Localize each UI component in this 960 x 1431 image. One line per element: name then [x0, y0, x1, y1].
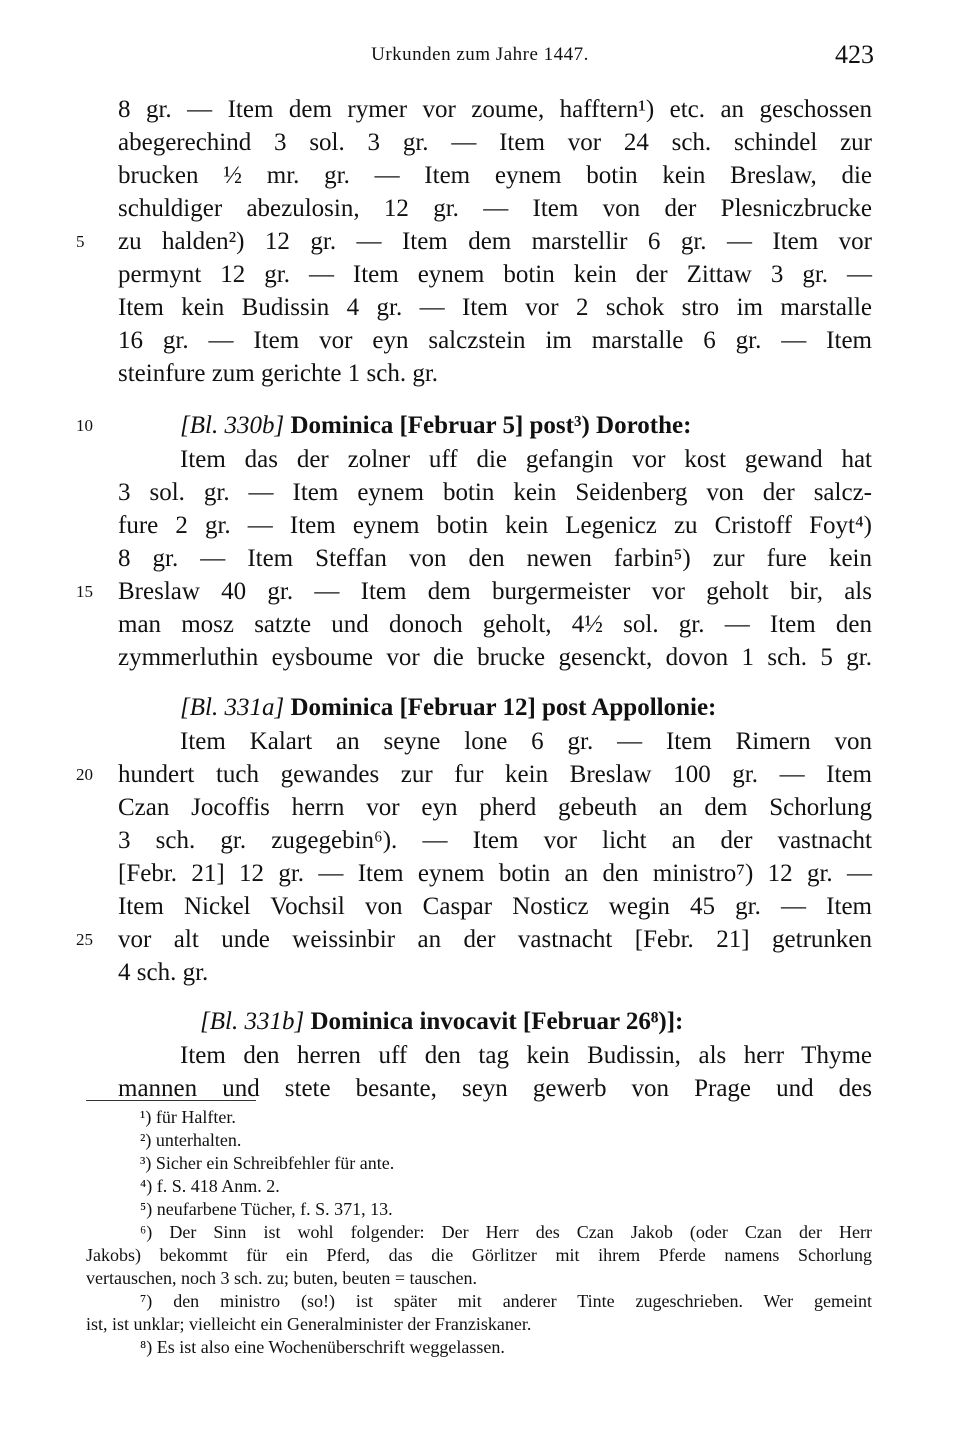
- footnote: ⁶) Der Sinn ist wohl folgender: Der Herr des Czan Jakob (oder Czan der Herr: [140, 1222, 872, 1242]
- folio-reference: [Bl. 331a]: [180, 694, 285, 721]
- footnote: ²) unterhalten.: [140, 1130, 242, 1150]
- text-line: abegerechind 3 sol. 3 gr. — Item vor 24 sch. schindel zur: [118, 129, 872, 156]
- text-line: permynt 12 gr. — Item eynem botin kein der Zittaw 3 gr. —: [118, 261, 872, 288]
- folio-reference: [Bl. 331b]: [200, 1008, 305, 1035]
- text-line: Item kein Budissin 4 gr. — Item vor 2 schok stro im marstalle: [118, 294, 872, 321]
- folio-reference: [Bl. 330b]: [180, 412, 285, 439]
- text-line: man mosz satzte und donoch geholt, 4½ sol. gr. — Item den: [118, 611, 872, 638]
- text-line: Item Nickel Vochsil von Caspar Nosticz wegin 45 gr. — Item: [118, 893, 872, 920]
- text-line: 8 gr. — Item dem rymer vor zoume, hafftern¹) etc. an geschossen: [118, 96, 872, 123]
- text-line: fure 2 gr. — Item eynem botin kein Legenicz zu Cristoff Foyt⁴): [118, 512, 872, 539]
- footnote: ⁴) f. S. 418 Anm. 2.: [140, 1176, 280, 1196]
- footnote-continuation: vertauschen, noch 3 sch. zu; buten, beuten = tauschen.: [86, 1268, 478, 1288]
- text-line: Item das der zolner uff die gefangin vor kost gewand hat: [180, 446, 872, 473]
- text-line: schuldiger abezulosin, 12 gr. — Item von der Plesniczbrucke: [118, 195, 872, 222]
- text-line: zu halden²) 12 gr. — Item dem marstellir 6 gr. — Item vor: [118, 228, 872, 255]
- footnote-separator: [86, 1100, 256, 1101]
- footnote-continuation: Jakobs) bekommt für ein Pferd, das die Görlitzer mit ihrem Pferde namens Schorlung: [86, 1245, 872, 1265]
- heading-text: Dominica [Februar 5] post³) Dorothe:: [290, 412, 692, 439]
- footnote: ⁸) Es ist also eine Wochenüberschrift weggelassen.: [140, 1337, 505, 1357]
- text-line: Item Kalart an seyne lone 6 gr. — Item Rimern von: [180, 728, 872, 755]
- section-heading: [200, 1006, 872, 1038]
- footnote: ⁵) neufarbene Tücher, f. S. 371, 13.: [140, 1199, 393, 1219]
- footnote: ¹) für Halfter.: [140, 1107, 236, 1127]
- page-number: 423: [835, 40, 874, 69]
- line-number: 10: [76, 416, 93, 435]
- text-line: 3 sol. gr. — Item eynem botin kein Seidenberg von der salcz-: [118, 479, 872, 506]
- section-heading: [180, 410, 872, 442]
- section-heading: [180, 692, 872, 724]
- heading-text: Dominica invocavit [Februar 26⁸)]:: [310, 1008, 684, 1035]
- footnote-continuation: ist, ist unklar; vielleicht ein Generalminister der Franziskaner.: [86, 1314, 532, 1334]
- text-line: steinfure zum gerichte 1 sch. gr.: [118, 360, 439, 387]
- heading-text: Dominica [Februar 12] post Appollonie:: [290, 694, 717, 721]
- text-line: brucken ½ mr. gr. — Item eynem botin kein Breslaw, die: [118, 162, 872, 189]
- text-line: Breslaw 40 gr. — Item dem burgermeister vor geholt bir, als: [118, 578, 872, 605]
- text-line: 4 sch. gr.: [118, 959, 209, 986]
- text-line: 16 gr. — Item vor eyn salczstein im marstalle 6 gr. — Item: [118, 327, 872, 354]
- footnote: ³) Sicher ein Schreibfehler für ante.: [140, 1153, 395, 1173]
- text-line: [Febr. 21] 12 gr. — Item eynem botin an den ministro⁷) 12 gr. —: [118, 860, 872, 887]
- text-line: mannen und stete besante, seyn gewerb von Prage und des: [118, 1075, 872, 1102]
- footnote: ⁷) den ministro (so!) ist später mit anderer Tinte zugeschrieben. Wer gemeint: [140, 1291, 872, 1311]
- line-number: 20: [76, 765, 93, 784]
- header-title: Urkunden zum Jahre 1447.: [371, 44, 589, 65]
- text-line: zymmerluthin eysboume vor die brucke gesenckt, dovon 1 sch. 5 gr.: [118, 644, 872, 671]
- text-line: 3 sch. gr. zugegebin⁶). — Item vor licht an der vastnacht: [118, 827, 872, 854]
- text-line: 8 gr. — Item Steffan von den newen farbin⁵) zur fure kein: [118, 545, 872, 572]
- text-line: Czan Jocoffis herrn vor eyn pherd gebeuth an dem Schorlung: [118, 794, 872, 821]
- text-line: hundert tuch gewandes zur fur kein Breslaw 100 gr. — Item: [118, 761, 872, 788]
- line-number: 15: [76, 582, 93, 601]
- text-line: vor alt unde weissinbir an der vastnacht [Febr. 21] getrunken: [118, 926, 872, 953]
- line-number: 25: [76, 930, 93, 949]
- line-number: 5: [76, 232, 85, 251]
- text-line: Item den herren uff den tag kein Budissin, als herr Thyme: [180, 1042, 872, 1069]
